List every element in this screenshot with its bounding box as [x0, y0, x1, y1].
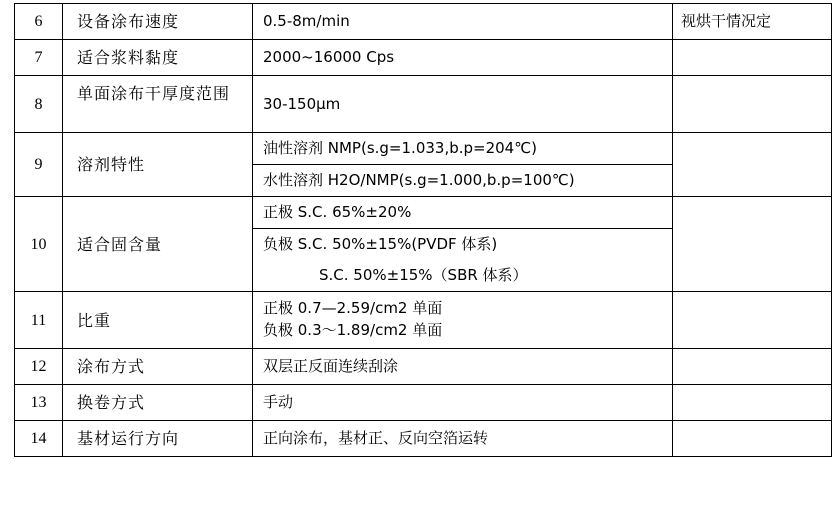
row-note-cell	[673, 133, 832, 197]
row-number: 7	[34, 49, 43, 67]
row-note-cell	[673, 40, 832, 76]
row-value-line: 水性溶剂 H2O/NMP(s.g=1.000,b.p=100℃)	[263, 171, 575, 190]
row-note-cell	[673, 292, 832, 349]
row-note	[673, 154, 831, 176]
row-value-cell	[253, 421, 673, 457]
row-value-line: 0.5-8m/min	[263, 11, 350, 30]
row-value-line: 负极 S.C. 50%±15%(PVDF 体系)	[263, 235, 498, 254]
row-number-cell	[15, 292, 63, 349]
row-number-cell	[15, 385, 63, 421]
row-value-cell	[253, 133, 673, 197]
row-item-label: 设备涂布速度	[77, 12, 180, 31]
row-value-line: 双层正反面连续刮涂	[263, 356, 399, 375]
row-number-cell	[15, 133, 63, 197]
table-row	[15, 385, 832, 421]
row-item-cell	[63, 292, 253, 349]
row-value-line: 正极 S.C. 65%±20%	[263, 203, 412, 222]
row-value-line: 2000~16000 Cps	[263, 47, 395, 66]
row-value-line: 油性溶剂 NMP(s.g=1.033,b.p=204℃)	[263, 139, 537, 158]
row-number-cell	[15, 197, 63, 292]
row-number-cell	[15, 4, 63, 40]
row-number: 10	[30, 235, 47, 253]
row-value-line: 正向涂布，基材正、反向空箔运转	[263, 428, 489, 447]
table-row	[15, 40, 832, 76]
row-note	[673, 93, 831, 115]
row-number: 8	[34, 95, 43, 113]
row-item-label: 适合固含量	[77, 234, 163, 254]
row-item-label: 单面涂布干厚度范围	[77, 84, 231, 104]
value-sublist	[253, 197, 672, 291]
row-value-line: 30-150μm	[263, 94, 341, 113]
row-note	[673, 428, 831, 450]
row-item-cell	[63, 40, 253, 76]
row-item-cell	[63, 76, 253, 133]
table-row	[15, 292, 832, 349]
row-number-cell	[15, 76, 63, 133]
row-note	[673, 355, 831, 377]
row-note-cell	[673, 348, 832, 384]
row-value-line: 负极 0.3～1.89/cm2 单面	[263, 321, 443, 340]
row-note-cell	[673, 197, 832, 292]
row-note	[673, 309, 831, 331]
row-item-cell	[63, 133, 253, 197]
row-note	[673, 392, 831, 414]
specification-table	[14, 3, 832, 457]
row-value-cell	[253, 292, 673, 349]
row-item-label: 比重	[77, 310, 112, 330]
table-row	[15, 348, 832, 384]
table-row	[15, 133, 832, 197]
row-value-cell	[253, 348, 673, 384]
row-value-line: 正极 0.7—2.59/cm2 单面	[263, 299, 443, 318]
row-item-cell	[63, 348, 253, 384]
row-note-cell	[673, 421, 832, 457]
row-item-label: 涂布方式	[77, 356, 146, 376]
row-value-line: 手动	[263, 392, 294, 411]
row-note	[673, 233, 831, 255]
row-value-cell	[253, 197, 673, 292]
row-number: 14	[30, 430, 47, 448]
value-sublist	[253, 133, 672, 196]
table-row	[15, 421, 832, 457]
row-note-cell	[673, 385, 832, 421]
row-number: 11	[30, 311, 47, 329]
row-value-line-extra: S.C. 50%±15%（SBR 体系）	[319, 266, 528, 285]
row-item-cell	[63, 385, 253, 421]
row-value-cell	[253, 40, 673, 76]
row-note: 视烘干情况定	[681, 12, 772, 31]
row-number-cell	[15, 40, 63, 76]
row-number: 12	[30, 357, 47, 375]
row-item-label: 换卷方式	[77, 393, 146, 413]
row-number: 6	[34, 13, 43, 30]
table-row	[15, 76, 832, 133]
row-note-cell	[673, 4, 832, 40]
table-row	[15, 197, 832, 292]
row-number: 9	[34, 156, 43, 174]
row-number: 13	[30, 394, 47, 412]
row-number-cell	[15, 421, 63, 457]
row-value-cell	[253, 385, 673, 421]
row-item-label: 溶剂特性	[77, 155, 146, 175]
row-item-label: 基材运行方向	[77, 429, 180, 449]
row-value-cell	[253, 76, 673, 133]
table-row	[15, 4, 832, 40]
row-value-cell	[253, 4, 673, 40]
row-note-cell	[673, 76, 832, 133]
row-item-cell	[63, 421, 253, 457]
row-note	[673, 47, 831, 69]
row-item-cell	[63, 197, 253, 292]
row-item-cell	[63, 4, 253, 40]
row-number-cell	[15, 348, 63, 384]
row-item-label: 适合浆料黏度	[77, 48, 180, 68]
